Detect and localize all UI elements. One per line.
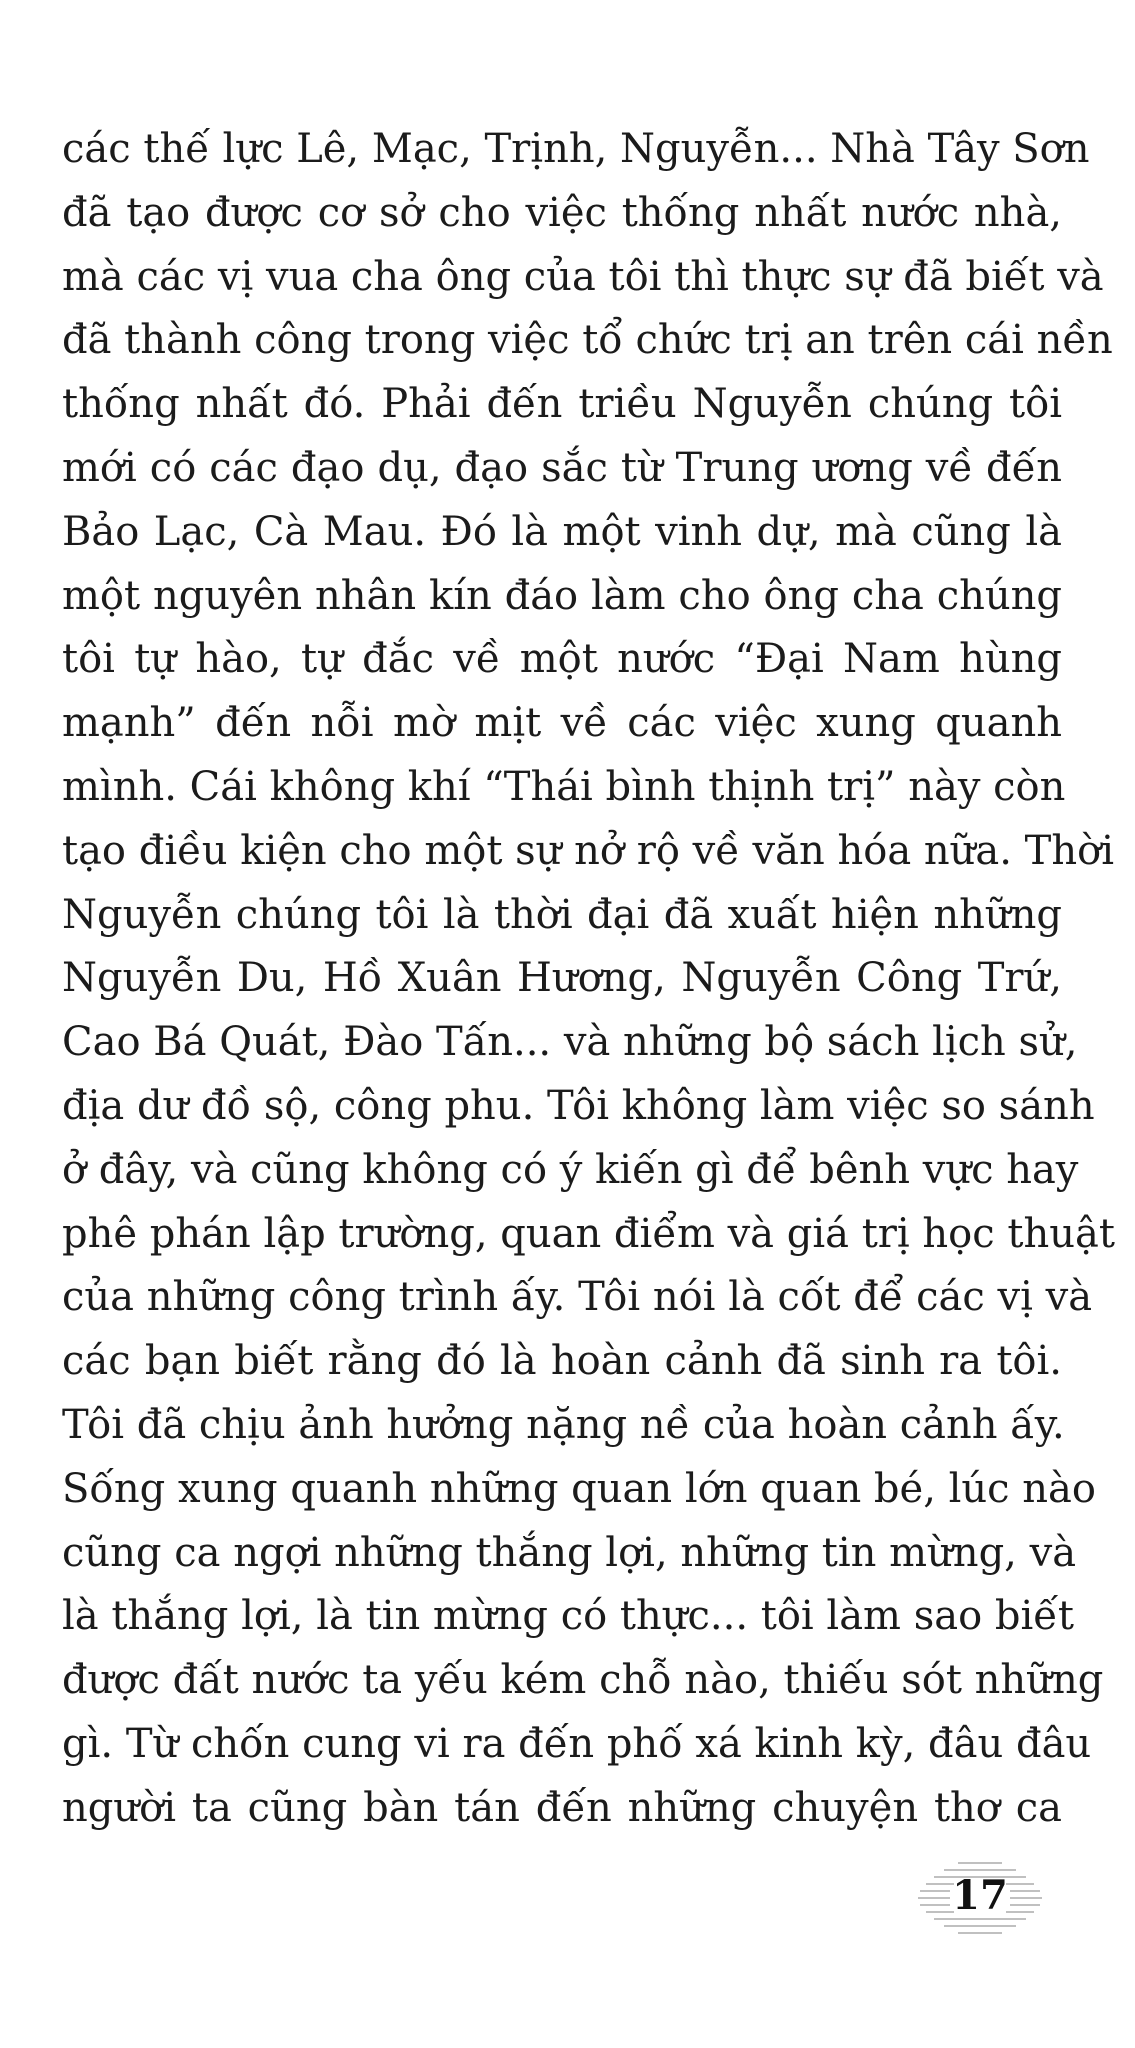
page-number: 17	[952, 1872, 1008, 1919]
text-line: mình. Cái không khí “Thái bình thịnh trị” này còn	[62, 763, 1066, 810]
text-line: Tôi đã chịu ảnh hưởng nặng nề của hoàn cảnh ấy.	[62, 1401, 1065, 1448]
text-line: thống nhất đó. Phải đến triều Nguyễn chúng tôi	[62, 381, 1062, 428]
text-line: gì. Từ chốn cung vi ra đến phố xá kinh kỳ, đâu đâu	[62, 1720, 1092, 1767]
text-line: Nguyễn Du, Hồ Xuân Hương, Nguyễn Công Trứ,	[62, 955, 1062, 1002]
text-line: của những công trình ấy. Tôi nói là cốt để các vị và	[62, 1274, 1093, 1321]
text-line: được đất nước ta yếu kém chỗ nào, thiếu sót những	[62, 1657, 1104, 1704]
text-line: các thế lực Lê, Mạc, Trịnh, Nguyễn... Nhà Tây Sơn	[62, 126, 1090, 172]
text-line: tạo điều kiện cho một sự nở rộ về văn hóa nữa. Thời	[62, 827, 1114, 874]
text-line: Sống xung quanh những quan lớn quan bé, lúc nào	[62, 1465, 1096, 1512]
body-text	[62, 118, 1115, 1841]
text-line: cũng ca ngợi những thắng lợi, những tin mừng, và	[62, 1529, 1077, 1576]
text-line: là thắng lợi, là tin mừng có thực... tôi làm sao biết	[62, 1593, 1074, 1640]
text-line: đã tạo được cơ sở cho việc thống nhất nước nhà,	[62, 189, 1062, 236]
text-line: các bạn biết rằng đó là hoàn cảnh đã sinh ra tôi.	[62, 1338, 1062, 1385]
text-line: ở đây, và cũng không có ý kiến gì để bênh vực hay	[62, 1146, 1079, 1193]
text-line: phê phán lập trường, quan điểm và giá trị học thuật	[62, 1210, 1115, 1257]
text-line: người ta cũng bàn tán đến những chuyện thơ ca	[62, 1784, 1062, 1831]
text-line: mạnh” đến nỗi mờ mịt về các việc xung quanh	[62, 700, 1062, 747]
text-line: Nguyễn chúng tôi là thời đại đã xuất hiện những	[62, 891, 1062, 938]
text-line: địa dư đồ sộ, công phu. Tôi không làm việc so sánh	[62, 1082, 1095, 1129]
page-number-ornament	[900, 1855, 1060, 1937]
text-line: mới có các đạo dụ, đạo sắc từ Trung ương về đến	[62, 444, 1062, 491]
text-line: đã thành công trong việc tổ chức trị an trên cái nền	[62, 317, 1113, 364]
text-line: tôi tự hào, tự đắc về một nước “Đại Nam hùng	[62, 636, 1062, 683]
text-line: Cao Bá Quát, Đào Tấn... và những bộ sách lịch sử,	[62, 1019, 1078, 1066]
text-line: Bảo Lạc, Cà Mau. Đó là một vinh dự, mà cũng là	[62, 508, 1062, 555]
text-line: mà các vị vua cha ông của tôi thì thực sự đã biết và	[62, 253, 1104, 300]
text-line: một nguyên nhân kín đáo làm cho ông cha chúng	[62, 572, 1062, 619]
